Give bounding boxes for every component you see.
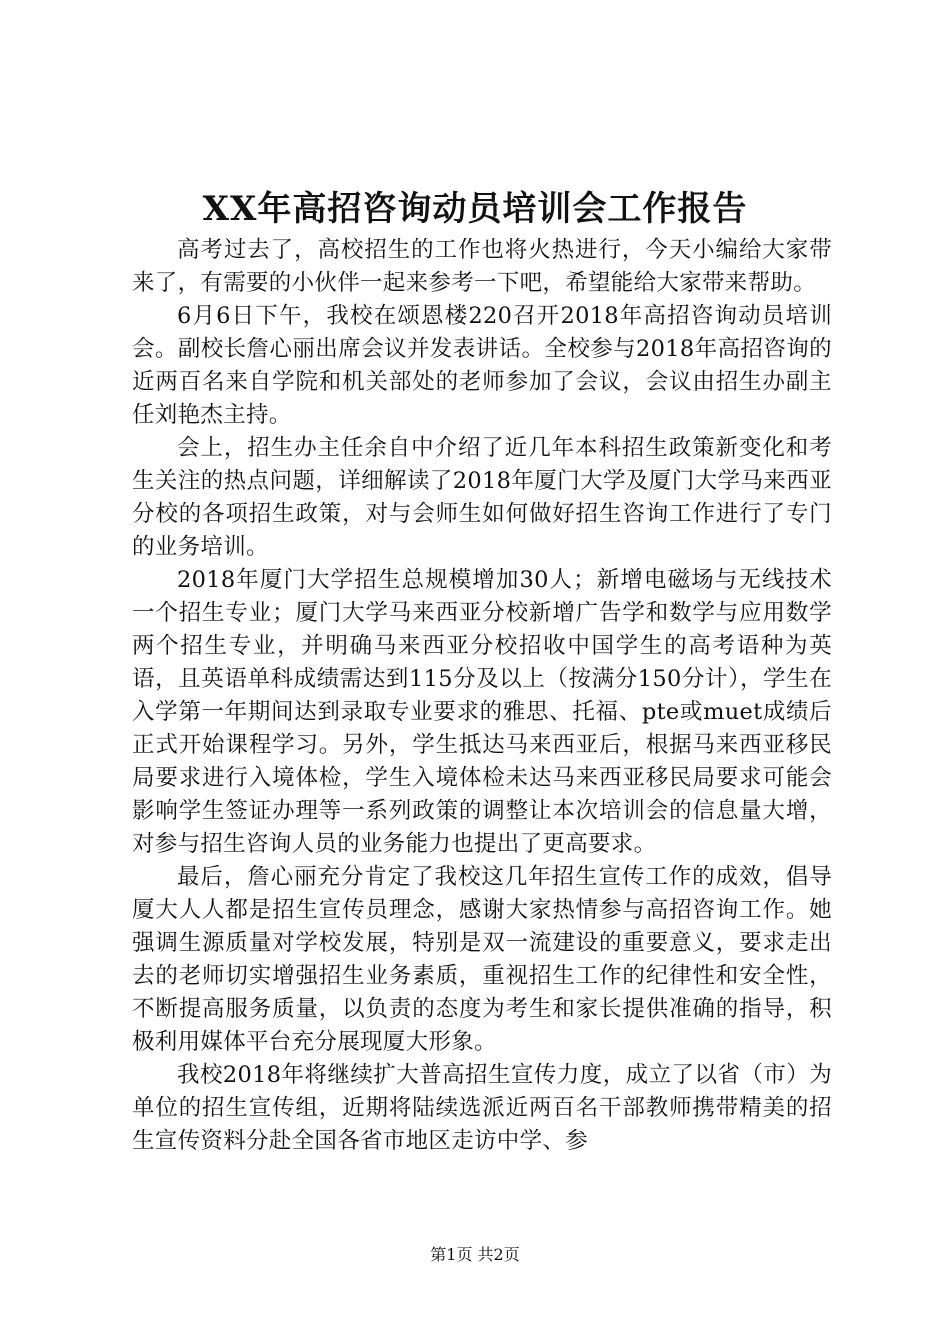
paragraph: 会上，招生办主任余自中介绍了近几年本科招生政策新变化和考生关注的热点问题，详细解读了2018年厦门大学及厦门大学马来西亚分校的各项招生政策，对与会师生如何做好招生咨询工作进行了专门的业务培训。 [132, 435, 832, 560]
document-title: XX年高招咨询动员培训会工作报告 [202, 189, 748, 229]
paragraph: 我校2018年将继续扩大普高招生宣传力度，成立了以省（市）为单位的招生宣传组，近期将陆续选派近两百名干部教师携带精美的招生宣传资料分赴全国各省市地区走访中学、参 [132, 1062, 832, 1154]
page-footer: 第1页 共2页 [430, 1245, 520, 1264]
document-body [132, 234, 832, 1158]
paragraph: 高考过去了，高校招生的工作也将火热进行，今天小编给大家带来了，有需要的小伙伴一起来参考一下吧，希望能给大家带来帮助。 [132, 237, 832, 296]
paragraph: 6月6日下午，我校在颂恩楼220召开2018年高招咨询动员培训会。副校长詹心丽出席会议并发表讲话。全校参与2018年高招咨询的近两百名来自学院和机关部处的老师参加了会议，会议由招生办副主任刘艳杰主持。 [132, 303, 832, 428]
paragraph: 最后，詹心丽充分肯定了我校这几年招生宣传工作的成效，倡导厦大人人都是招生宣传员理念，感谢大家热情参与高招咨询工作。她强调生源质量对学校发展，特别是双一流建设的重要意义，要求走出去的老师切实增强招生业务素质，重视招生工作的纪律性和安全性，不断提高服务质量，以负责的态度为考生和家长提供准确的指导，积极利用媒体平台充分展现厦大形象。 [132, 864, 832, 1055]
paragraph: 2018年厦门大学招生总规模增加30人；新增电磁场与无线技术一个招生专业；厦门大学马来西亚分校新增广告学和数学与应用数学两个招生专业，并明确马来西亚分校招收中国学生的高考语种为英语，且英语单科成绩需达到115分及以上（按满分150分计），学生在入学第一年期间达到录取专业要求的雅思、托福、pte或muet成绩后正式开始课程学习。另外，学生抵达马来西亚后，根据马来西亚移民局要求进行入境体检，学生入境体检未达马来西亚移民局要求可能会影响学生签证办理等一系列政策的调整让本次培训会的信息量大增，对参与招生咨询人员的业务能力也提出了更高要求。 [132, 567, 832, 857]
